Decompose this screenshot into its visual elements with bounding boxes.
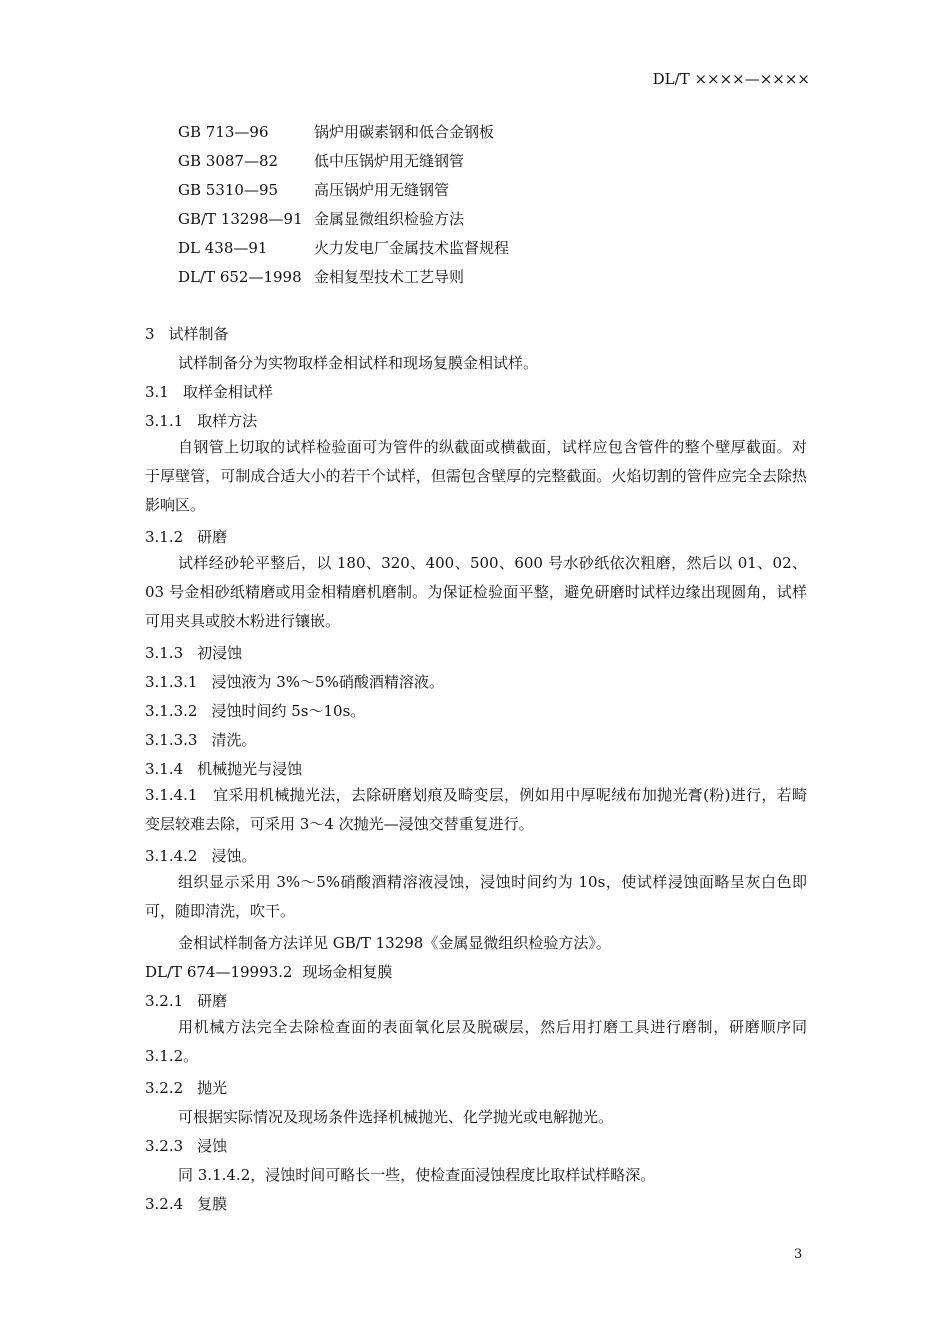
section-heading-3 [145, 323, 229, 345]
section-3-1-4-2-text: 组织显示采用 3%～5%硝酸酒精溶液浸蚀，浸蚀时间约为 10s，使试样浸蚀面略呈灰白色即可，随即清洗，吹干。 [145, 873, 807, 920]
reference-code: GB 3087—82 [178, 152, 279, 170]
section-number: 3.1.4 [145, 760, 184, 778]
section-number: 3.1.1 [145, 412, 184, 430]
section-text: 浸蚀时间约 5s～10s。 [211, 702, 366, 720]
section-number: 3.1 [145, 383, 169, 401]
section-title: 取样金相试样 [182, 383, 273, 401]
reference-item [178, 150, 464, 172]
section-number: 3.1.4.2 [145, 847, 198, 865]
reference-item [178, 179, 449, 201]
reference-item [178, 121, 494, 143]
section-title: 研磨 [197, 528, 228, 546]
section-item-3-1-3-3 [145, 729, 257, 751]
section-title: 初浸蚀 [197, 644, 243, 662]
section-title: 取样方法 [197, 412, 258, 430]
section-title: 抛光 [197, 1079, 228, 1097]
section-heading-3-1 [145, 381, 273, 403]
section-number: 3.1.2 [145, 528, 184, 546]
section-title: 现场金相复膜 [302, 963, 393, 981]
reference-item [178, 208, 464, 230]
reference-title: 火力发电厂金属技术监督规程 [314, 239, 510, 257]
section-number: 3 [145, 325, 155, 343]
section-number: 3.1.3.3 [145, 731, 198, 749]
reference-code: GB 713—96 [178, 123, 269, 141]
reference-code: GB/T 13298—91 [178, 210, 303, 228]
section-number: 3.1.3 [145, 644, 184, 662]
section-text: 清洗。 [211, 731, 257, 749]
section-3-2-1-text: 用机械方法完全去除检查面的表面氧化层及脱碳层，然后用打磨工具进行磨制，研磨顺序同 3.1.2。 [145, 1018, 807, 1065]
section-text: 浸蚀液为 3%～5%硝酸酒精溶液。 [211, 673, 444, 691]
section-heading-3-2-3 [145, 1135, 227, 1157]
section-heading-3-2-4 [145, 1193, 227, 1215]
section-item-3-1-4-2 [145, 845, 257, 867]
reference-title: 锅炉用碳素钢和低合金钢板 [314, 123, 495, 141]
section-number: 3.2.1 [145, 992, 184, 1010]
section-heading-3-1-1 [145, 410, 257, 432]
section-title: 研磨 [197, 992, 228, 1010]
section-number: DL/T 674—19993.2 [145, 963, 293, 981]
document-code-header: DL/T ××××—×××× [652, 70, 810, 88]
section-number: 3.2.4 [145, 1195, 184, 1213]
section-number: 3.1.3.2 [145, 702, 198, 720]
section-heading-3-1-2 [145, 526, 227, 548]
section-3-2-2-text: 可根据实际情况及现场条件选择机械抛光、化学抛光或电解抛光。 [178, 1108, 614, 1126]
reference-code: DL/T 652—1998 [178, 268, 302, 286]
section-title: 试样制备 [168, 325, 229, 343]
reference-title: 金相复型技术工艺导则 [314, 268, 465, 286]
reference-code: DL 438—91 [178, 239, 268, 257]
section-title: 机械抛光与浸蚀 [197, 760, 303, 778]
section-text: 浸蚀。 [211, 847, 257, 865]
section-heading-3-2 [145, 961, 393, 983]
reference-title: 低中压锅炉用无缝钢管 [314, 152, 465, 170]
section-number: 3.2.2 [145, 1079, 184, 1097]
section-3-1-2-text: 试样经砂轮平整后，以 180、320、400、500、600 号水砂纸依次粗磨，然后以 01、02、03 号金相砂纸精磨或用金相精磨机磨制。为保证检验面平整，避免研磨时试样边缘出现圆角，试样可用夹具或胶木粉进行镶嵌。 [145, 554, 807, 630]
page-number: 3 [794, 1247, 803, 1262]
reference-title: 金属显微组织检验方法 [314, 210, 465, 228]
section-item-3-1-3-2 [145, 700, 365, 722]
section-number: 3.1.3.1 [145, 673, 198, 691]
section-heading-3-1-3 [145, 642, 242, 664]
reference-item [178, 266, 464, 288]
section-3-1-1-text: 自钢管上切取的试样检验面可为管件的纵截面或横截面，试样应包含管件的整个壁厚截面。对于厚壁管，可制成合适大小的若干个试样，但需包含壁厚的完整截面。火焰切割的管件应完全去除热影响区。 [145, 438, 807, 514]
section-heading-3-2-2 [145, 1077, 227, 1099]
section-3-2-3-text: 同 3.1.4.2，浸蚀时间可略长一些，使检查面浸蚀程度比取样试样略深。 [178, 1166, 656, 1184]
section-3-1-4-1-text: 3.1.4.1 宜采用机械抛光法，去除研磨划痕及畸变层，例如用中厚呢绒布加抛光膏(粉)进行，若畸变层较难去除，可采用 3～4 次抛光—浸蚀交替重复进行。 [145, 786, 807, 833]
section-3-1-reference-note: 金相试样制备方法详见 GB/T 13298《金属显微组织检验方法》。 [178, 934, 611, 952]
section-title: 浸蚀 [197, 1137, 228, 1155]
section-3-intro: 试样制备分为实物取样金相试样和现场复膜金相试样。 [178, 354, 539, 372]
section-heading-3-2-1 [145, 990, 227, 1012]
reference-title: 高压锅炉用无缝钢管 [314, 181, 450, 199]
reference-item [178, 237, 509, 259]
section-number: 3.2.3 [145, 1137, 184, 1155]
reference-code: GB 5310—95 [178, 181, 279, 199]
section-item-3-1-3-1 [145, 671, 444, 693]
section-title: 复膜 [197, 1195, 228, 1213]
section-heading-3-1-4 [145, 758, 302, 780]
